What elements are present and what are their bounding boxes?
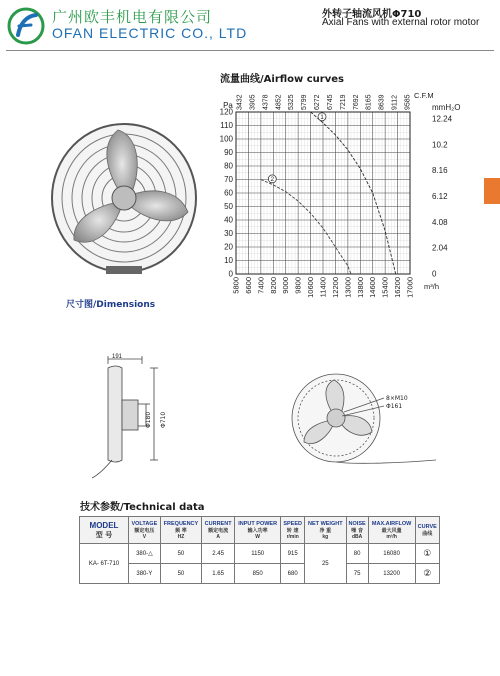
airflow-chart xyxy=(214,78,484,300)
curve-1-label: 1 xyxy=(320,114,324,122)
mmh2o-tick-label: 10.2 xyxy=(432,140,448,150)
current-cell: 2.45 xyxy=(202,544,235,564)
company-name-cn: 广州欧丰机电有限公司 xyxy=(52,8,213,26)
header-net-weight: NET WEIGHT 净 重 kg xyxy=(305,517,346,544)
technical-data-table xyxy=(79,516,440,584)
pa-tick-label: 20 xyxy=(224,242,233,252)
mmh2o-tick-label: 0 xyxy=(432,269,437,279)
pa-tick-label: 0 xyxy=(228,269,233,279)
product-title-en: Axial Fans with external rotor motor xyxy=(322,17,480,28)
model-cell: KA- 6T-710 xyxy=(80,544,129,584)
pa-tick-label: 110 xyxy=(220,121,233,130)
pa-tick-label: 50 xyxy=(224,202,233,211)
pa-tick-label: 40 xyxy=(224,215,233,225)
pa-tick-label: 10 xyxy=(224,256,233,265)
header-input-power: INPUT POWER 输入功率 W xyxy=(235,517,281,544)
m3h-tick-label: 7400 xyxy=(256,277,266,294)
side-inner-dia-label: Φ180 xyxy=(145,411,152,428)
m3h-tick-label: 10600 xyxy=(306,277,316,298)
power-cell: 1150 xyxy=(235,544,281,564)
cfm-tick-label: 8639 xyxy=(378,94,386,110)
cfm-tick-label: 6272 xyxy=(314,94,322,110)
m3h-tick-label: 12200 xyxy=(330,277,340,298)
front-view-drawing xyxy=(288,372,438,468)
pa-unit-label: Pa xyxy=(223,101,233,110)
frequency-cell: 50 xyxy=(160,544,201,564)
front-screw-label: 8×M10 xyxy=(386,395,408,402)
pa-tick-label: 80 xyxy=(224,161,233,171)
header-noise: NOISE 噪 音 dBA xyxy=(346,517,368,544)
header-divider xyxy=(6,50,494,51)
cfm-tick-label: 3905 xyxy=(249,94,257,110)
m3h-tick-label: 11400 xyxy=(318,277,328,298)
pa-tick-label: 100 xyxy=(219,134,233,144)
m3h-unit-label: m³/h xyxy=(424,282,439,291)
cfm-tick-label: 6745 xyxy=(326,94,334,110)
header-current: CURRENT 额定电流 A xyxy=(202,517,235,544)
pa-tick-label: 70 xyxy=(224,175,233,184)
cfm-unit-label: C.F.M xyxy=(414,91,434,100)
side-width-label: 191 xyxy=(112,354,123,360)
m3h-tick-label: 17000 xyxy=(405,277,415,298)
voltage-cell: 380-Y xyxy=(129,564,161,584)
cfm-tick-label: 8165 xyxy=(365,94,373,110)
airflow-cell: 13200 xyxy=(368,564,415,584)
header-frequency: FREQUENCY 频 率 HZ xyxy=(160,517,201,544)
side-outer-dia-label: Φ710 xyxy=(160,411,167,428)
table-row xyxy=(80,564,440,584)
airflow-cell: 16080 xyxy=(368,544,415,564)
m3h-tick-label: 6600 xyxy=(243,277,253,294)
mmh2o-tick-label: 12.24 xyxy=(432,114,453,124)
page-edge-tab xyxy=(484,178,500,204)
company-logo-icon xyxy=(6,6,46,46)
cfm-tick-label: 4852 xyxy=(275,94,283,110)
pa-tick-label: 60 xyxy=(224,188,233,198)
m3h-tick-label: 16200 xyxy=(393,277,403,298)
curve-2-label: 2 xyxy=(270,176,275,184)
dimensions-title: 尺寸图/Dimensions xyxy=(66,300,156,310)
cfm-tick-label: 3432 xyxy=(236,94,244,110)
side-view-drawing xyxy=(92,350,184,480)
voltage-cell: 380-△ xyxy=(129,544,161,564)
m3h-tick-label: 13000 xyxy=(343,277,353,298)
mmh2o-tick-label: 4.08 xyxy=(432,217,448,227)
mmh2o-tick-label: 6.12 xyxy=(432,192,448,201)
header-curve: CURVE 曲线 xyxy=(415,517,440,544)
cfm-tick-label: 5799 xyxy=(301,94,309,110)
mmh2o-unit-label: mmH₂O xyxy=(432,103,461,112)
m3h-tick-label: 15400 xyxy=(380,277,390,298)
current-cell: 1.65 xyxy=(202,564,235,584)
power-cell: 850 xyxy=(235,564,281,584)
header-max-airflow: MAX.AIRFLOW 最大风量 m³/h xyxy=(368,517,415,544)
pa-tick-label: 90 xyxy=(224,148,233,157)
noise-cell: 75 xyxy=(346,564,368,584)
company-name-en: OFAN ELECTRIC CO., LTD xyxy=(52,25,248,41)
weight-cell: 25 xyxy=(305,544,346,584)
cfm-tick-label: 7692 xyxy=(352,94,360,110)
speed-cell: 680 xyxy=(281,564,305,584)
mmh2o-tick-label: 2.04 xyxy=(432,243,448,253)
table-row xyxy=(80,544,440,564)
m3h-tick-label: 5800 xyxy=(231,277,241,294)
product-title-cn: 外转子轴流风机Φ710 xyxy=(322,9,422,20)
mmh2o-tick-label: 8.16 xyxy=(432,166,448,176)
cfm-tick-label: 9112 xyxy=(391,94,399,110)
curve-cell: ① xyxy=(415,544,440,564)
header-speed: SPEED 转 速 r/min xyxy=(281,517,305,544)
speed-cell: 915 xyxy=(281,544,305,564)
m3h-tick-label: 8200 xyxy=(268,277,278,294)
fan-photo xyxy=(38,116,210,278)
technical-data-title: 技术参数/Technical data xyxy=(80,502,205,513)
header-voltage: VOLTAGE 额定电压 V xyxy=(129,517,161,544)
pa-tick-label: 120 xyxy=(219,107,233,117)
frequency-cell: 50 xyxy=(160,564,201,584)
front-pcd-label: Φ161 xyxy=(386,403,403,410)
m3h-tick-label: 9800 xyxy=(293,277,303,294)
curve-cell: ② xyxy=(415,564,440,584)
header-model: MODEL 型 号 xyxy=(80,517,129,544)
table-header-row xyxy=(80,517,440,544)
m3h-tick-label: 9000 xyxy=(281,277,291,294)
cfm-tick-label: 7219 xyxy=(339,94,347,110)
m3h-tick-label: 14600 xyxy=(368,277,378,298)
cfm-tick-label: 9585 xyxy=(404,94,412,110)
cfm-tick-label: 5325 xyxy=(288,94,296,110)
noise-cell: 80 xyxy=(346,544,368,564)
m3h-tick-label: 13800 xyxy=(355,277,365,298)
curves-title: 流量曲线/Airflow curves xyxy=(220,74,344,85)
pa-tick-label: 30 xyxy=(224,229,233,238)
cfm-tick-label: 4378 xyxy=(262,94,270,110)
